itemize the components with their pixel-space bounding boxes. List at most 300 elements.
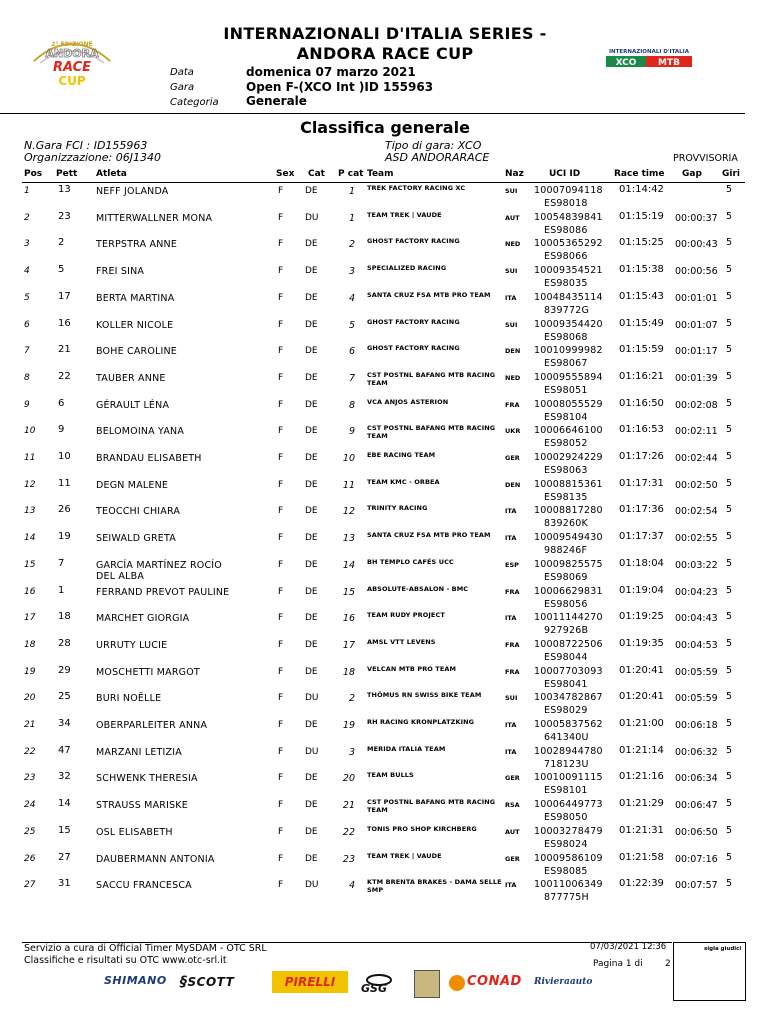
- row-athlete: TEOCCHI CHIARA: [96, 506, 181, 518]
- row-giri: 5: [726, 637, 733, 649]
- row-team: TREK FACTORY RACING XC: [367, 184, 466, 192]
- row-uci-code: ES98018: [544, 198, 588, 209]
- row-athlete: GARCÍA MARTÍNEZ ROCÍO: [96, 559, 222, 571]
- row-gap: 00:01:01: [675, 292, 718, 304]
- row-pcat: 5: [348, 319, 355, 331]
- row-giri: 5: [726, 237, 733, 249]
- row-team: VELCAN MTB PRO TEAM: [367, 664, 457, 673]
- row-cat: DE: [305, 266, 318, 277]
- row-team: AMSL VTT LEVENS: [367, 637, 436, 646]
- row-gap: 00:05:59: [675, 693, 718, 705]
- row-uci-code: ES98068: [544, 331, 588, 343]
- row-uci-id: 10007094118: [534, 185, 603, 196]
- row-pcat: 19: [342, 720, 355, 731]
- row-race-time: 01:15:43: [619, 290, 664, 302]
- row-pett: 19: [58, 531, 71, 543]
- sponsor-shimano: SHIMANO: [104, 974, 167, 987]
- row-pcat: 2: [348, 239, 355, 251]
- row-team: MERIDA ITALIA TEAM: [367, 744, 446, 753]
- event-title-line1: INTERNAZIONALI D'ITALIA SERIES -: [223, 24, 547, 43]
- row-cat: DE: [305, 533, 318, 544]
- row-cat: DU: [305, 746, 319, 757]
- row-giri: 5: [726, 424, 733, 436]
- row-sex: F: [278, 773, 284, 784]
- row-athlete: BRANDAU ELISABETH: [96, 453, 202, 464]
- row-uci-code: ES98067: [544, 358, 588, 370]
- row-pett: 21: [58, 344, 71, 356]
- row-cat: DE: [305, 773, 318, 784]
- meta-label-gara: Gara: [170, 82, 195, 93]
- row-pcat: 12: [342, 506, 355, 518]
- row-naz: SUI: [505, 694, 518, 703]
- table-row: [0, 770, 768, 797]
- row-naz: GER: [505, 854, 520, 863]
- row-giri: 5: [726, 664, 733, 676]
- header-divider: [0, 113, 745, 114]
- row-pos: 9: [24, 399, 30, 410]
- table-row: [0, 423, 768, 450]
- row-pett: 10: [58, 451, 71, 462]
- row-race-time: 01:17:31: [619, 477, 664, 489]
- row-uci-id: 10010091115: [534, 772, 603, 784]
- row-uci-code: ES98066: [544, 251, 588, 263]
- row-race-time: 01:21:00: [619, 718, 664, 729]
- row-uci-id: 10009354521: [534, 265, 603, 277]
- row-sex: F: [278, 666, 284, 677]
- row-uci-code: ES98041: [544, 678, 588, 690]
- row-race-time: 01:17:37: [619, 531, 664, 543]
- row-pett: 9: [58, 424, 65, 436]
- row-race-time: 01:15:25: [619, 237, 664, 249]
- table-row: [0, 717, 768, 744]
- meta-label-categoria: Categoria: [170, 97, 219, 108]
- row-team: VCA ANJOS ASTERION: [367, 397, 449, 406]
- row-pcat: 14: [342, 559, 355, 571]
- row-uci-id: 10006449773: [534, 799, 603, 811]
- row-pett: 32: [58, 771, 71, 783]
- row-athlete: TAUBER ANNE: [96, 372, 166, 384]
- row-gap: 00:03:22: [675, 559, 718, 571]
- table-row: [0, 477, 768, 504]
- row-cat: DE: [305, 239, 318, 250]
- row-sex: F: [278, 426, 284, 437]
- row-cat: DE: [305, 666, 318, 677]
- row-pett: 29: [58, 664, 71, 676]
- row-giri: 5: [726, 744, 733, 756]
- row-race-time: 01:15:59: [619, 344, 664, 356]
- row-team: BH TEMPLO CAFÉS UCC: [367, 557, 454, 566]
- row-race-time: 01:20:41: [619, 691, 664, 703]
- svg-text:2° EDIZIONE: 2° EDIZIONE: [51, 41, 93, 48]
- row-sex: F: [278, 720, 284, 730]
- row-naz: FRA: [505, 400, 520, 409]
- row-team: RH RACING KRONPLATZKING: [367, 718, 475, 726]
- status-label: PROVVISORIA: [673, 153, 738, 164]
- row-uci-id: 10008815361: [534, 478, 603, 490]
- row-pcat: 6: [348, 346, 355, 358]
- row-team: CST POSTNL BAFANG MTB RACING TEAM: [367, 424, 496, 441]
- row-uci-id: 10009354420: [534, 318, 603, 330]
- row-uci-code: ES98056: [544, 598, 588, 610]
- row-pcat: 4: [348, 292, 355, 304]
- row-cat: DE: [305, 559, 318, 570]
- row-pcat: 15: [342, 586, 355, 598]
- row-naz: ITA: [505, 293, 517, 302]
- footer-service: Servizio a cura di Official Timer MySDAM - OTC SRL: [24, 943, 267, 954]
- row-naz: DEN: [505, 347, 521, 356]
- table-row: [0, 397, 768, 424]
- row-uci-id: 10008722506: [534, 638, 603, 650]
- row-athlete: DAUBERMANN ANTONIA: [96, 853, 215, 865]
- row-team: TEAM KMC - ORBEA: [367, 477, 440, 486]
- row-sex: F: [278, 639, 284, 650]
- row-giri: 5: [726, 557, 733, 569]
- row-pcat: 1: [348, 212, 355, 224]
- row-giri: 5: [726, 344, 733, 356]
- table-row: [0, 637, 768, 664]
- row-uci-code: ES98085: [544, 865, 588, 877]
- row-giri: 5: [726, 691, 733, 703]
- col-header-atleta: Atleta: [96, 169, 127, 179]
- table-row: [0, 183, 768, 210]
- footer-total-pages: 2: [665, 959, 671, 969]
- table-row: [0, 503, 768, 530]
- row-team: SANTA CRUZ FSA MTB PRO TEAM: [367, 290, 491, 299]
- sponsor-pirelli: [272, 971, 348, 993]
- col-header-pcat: P cat: [338, 169, 364, 179]
- row-pcat: 13: [342, 533, 355, 545]
- row-uci-code: ES98101: [544, 785, 588, 797]
- row-naz: SUI: [505, 320, 518, 329]
- row-race-time: 01:19:04: [619, 584, 664, 596]
- row-cat: DE: [305, 399, 318, 410]
- row-race-time: 01:21:58: [619, 851, 664, 863]
- row-athlete: FERRAND PREVOT PAULINE: [96, 586, 230, 598]
- row-pett: 5: [58, 264, 65, 276]
- svg-text:ANDORA: ANDORA: [45, 47, 99, 60]
- row-pcat: 3: [348, 746, 355, 758]
- gara-fci-id: N.Gara FCI : ID155963: [24, 139, 148, 152]
- asd-name: ASD ANDORARACE: [385, 151, 490, 164]
- row-athlete: BELOMOINA YANA: [96, 426, 185, 438]
- row-pett: 15: [58, 824, 71, 836]
- row-uci-id: 10054839841: [534, 211, 603, 223]
- row-naz: UKR: [505, 427, 521, 436]
- row-naz: NED: [505, 240, 521, 249]
- row-uci-id: 10005837562: [534, 719, 603, 730]
- organizzazione-id: Organizzazione: 06J1340: [24, 151, 161, 164]
- row-uci-code: ES98063: [544, 465, 588, 476]
- row-gap: 00:06:32: [675, 746, 718, 758]
- row-uci-id: 10009825575: [534, 558, 603, 570]
- row-athlete: MARZANI LETIZIA: [96, 746, 182, 758]
- row-gap: 00:04:43: [675, 613, 718, 625]
- row-cat: DE: [305, 800, 318, 811]
- row-naz: ITA: [505, 881, 517, 890]
- row-uci-id: 10009549430: [534, 532, 603, 544]
- row-pos: 2: [24, 212, 30, 223]
- row-pos: 18: [24, 639, 36, 650]
- row-sex: F: [278, 800, 284, 811]
- row-race-time: 01:19:25: [619, 611, 664, 623]
- row-cat: DU: [305, 880, 319, 891]
- row-race-time: 01:16:53: [619, 424, 664, 436]
- sponsor-scott: [180, 974, 234, 990]
- meta-value-gara: Open F-(XCO Int )ID 155963: [246, 80, 434, 94]
- row-giri: 5: [726, 264, 733, 276]
- row-team: GHOST FACTORY RACING: [367, 237, 460, 246]
- col-header-pos: Pos: [24, 169, 43, 179]
- row-pett: 23: [58, 210, 71, 222]
- row-athlete: MITTERWALLNER MONA: [96, 212, 213, 224]
- row-sex: F: [278, 239, 284, 250]
- row-pos: 24: [24, 800, 36, 811]
- row-pett: 26: [58, 504, 71, 516]
- row-team: GHOST FACTORY RACING: [367, 317, 460, 326]
- row-gap: 00:00:43: [675, 239, 718, 251]
- scott-s-icon: §: [180, 974, 188, 990]
- row-pcat: 21: [342, 800, 355, 812]
- tipo-gara: Tipo di gara: XCO: [385, 139, 482, 152]
- row-pcat: 23: [342, 853, 355, 865]
- table-row: [0, 263, 768, 290]
- row-pett: 47: [58, 744, 71, 756]
- svg-text:MTB: MTB: [658, 58, 680, 68]
- row-cat: DE: [305, 479, 318, 490]
- row-race-time: 01:16:21: [619, 370, 664, 382]
- row-pett: 6: [58, 397, 65, 409]
- row-cat: DE: [305, 292, 318, 303]
- table-row: [0, 610, 768, 637]
- col-header-sex: Sex: [276, 169, 295, 179]
- row-naz: GER: [505, 454, 520, 462]
- row-uci-code: ES98069: [544, 571, 588, 583]
- table-row: [0, 744, 768, 771]
- row-pos: 12: [24, 479, 36, 490]
- row-pcat: 7: [348, 372, 355, 384]
- row-naz: ITA: [505, 747, 517, 756]
- row-sex: F: [278, 319, 284, 330]
- row-naz: ESP: [505, 560, 519, 569]
- row-pos: 1: [24, 186, 30, 196]
- row-gap: 00:02:11: [675, 426, 718, 438]
- row-race-time: 01:14:42: [619, 184, 664, 195]
- table-row: [0, 877, 768, 904]
- col-header-cat: Cat: [308, 169, 325, 179]
- row-pos: 26: [24, 853, 36, 864]
- row-uci-code: 641340U: [544, 732, 589, 743]
- row-gap: 00:06:18: [675, 720, 718, 731]
- row-uci-id: 10034782867: [534, 692, 603, 704]
- table-row: [0, 664, 768, 691]
- row-gap: 00:06:50: [675, 826, 718, 838]
- row-sex: F: [278, 292, 284, 303]
- row-cat: DE: [305, 426, 318, 437]
- sponsor-scott-label: SCOTT: [187, 975, 235, 989]
- row-pett: 7: [58, 557, 65, 569]
- row-race-time: 01:15:19: [619, 210, 664, 222]
- row-team: TEAM RUDY PROJECT: [367, 611, 445, 620]
- row-naz: AUT: [505, 213, 520, 222]
- row-pett: 17: [58, 290, 71, 302]
- row-team: TEAM TREK | VAUDE: [367, 210, 442, 219]
- row-gap: 00:06:47: [675, 800, 718, 812]
- row-uci-id: 10005365292: [534, 238, 603, 250]
- row-cat: DE: [305, 506, 318, 517]
- row-pos: 23: [24, 773, 36, 784]
- row-pos: 11: [24, 453, 36, 463]
- row-pcat: 11: [342, 479, 355, 491]
- row-uci-id: 10009555894: [534, 371, 603, 383]
- table-row: [0, 236, 768, 263]
- svg-text:CUP: CUP: [58, 74, 86, 88]
- row-uci-code: ES98086: [544, 224, 588, 236]
- svg-text:INTERNAZIONALI D'ITALIA: INTERNAZIONALI D'ITALIA: [609, 49, 689, 55]
- row-sex: F: [278, 853, 284, 864]
- row-uci-id: 10028944780: [534, 745, 603, 757]
- row-pett: 11: [58, 477, 71, 489]
- row-uci-id: 10006629831: [534, 585, 603, 597]
- row-uci-code: ES98052: [544, 438, 588, 450]
- row-uci-code: ES98135: [544, 491, 588, 503]
- row-sex: F: [278, 479, 284, 490]
- row-sex: F: [278, 559, 284, 570]
- row-gap: 00:02:44: [675, 453, 718, 464]
- row-cat: DE: [305, 346, 318, 357]
- signature-label: sigla giudici: [704, 946, 742, 952]
- row-pcat: 1: [348, 186, 355, 197]
- row-uci-code: ES98035: [544, 278, 588, 290]
- row-pos: 25: [24, 826, 36, 837]
- row-uci-code: ES98050: [544, 812, 588, 824]
- sponsor-pirelli-label: PIRELLI: [284, 975, 336, 989]
- row-uci-id: 10048435114: [534, 291, 603, 303]
- row-naz: AUT: [505, 827, 520, 836]
- row-giri: 5: [726, 824, 733, 836]
- row-race-time: 01:20:41: [619, 664, 664, 676]
- row-athlete: BOHE CAROLINE: [96, 346, 178, 358]
- row-pett: 27: [58, 851, 71, 863]
- sponsor-rivieraauto: Rivieraauto: [534, 977, 593, 987]
- footer-datetime: 07/03/2021 12:36: [590, 942, 667, 952]
- row-gap: 00:07:57: [675, 880, 718, 892]
- row-race-time: 01:18:04: [619, 557, 664, 569]
- row-pett: 28: [58, 637, 71, 649]
- row-team: EBE RACING TEAM: [367, 451, 436, 459]
- row-race-time: 01:15:49: [619, 317, 664, 329]
- row-race-time: 01:21:16: [619, 771, 664, 783]
- row-uci-id: 10007703093: [534, 665, 603, 677]
- row-team: KTM BRENTA BRAKES - DAMA SELLE SMP: [367, 878, 502, 895]
- row-team: TEAM TREK | VAUDE: [367, 851, 442, 860]
- table-row: [0, 557, 768, 584]
- row-cat: DE: [305, 586, 318, 597]
- row-pcat: 8: [348, 399, 355, 411]
- row-uci-id: 10006646100: [534, 425, 603, 437]
- conad-sun-icon: [449, 975, 465, 991]
- meta-value-categoria: Generale: [246, 94, 307, 108]
- row-uci-id: 10010999982: [534, 345, 603, 357]
- row-pcat: 22: [342, 826, 355, 838]
- row-pcat: 20: [342, 773, 355, 785]
- row-uci-code: 718123U: [544, 758, 589, 770]
- row-pcat: 4: [348, 880, 355, 892]
- row-pett: 2: [58, 237, 65, 249]
- sponsor-conad: CONAD: [467, 974, 522, 989]
- row-pos: 22: [24, 746, 36, 757]
- row-athlete: URRUTY LUCIE: [96, 639, 168, 651]
- row-giri: 5: [726, 798, 733, 810]
- row-team: TEAM BULLS: [367, 771, 414, 780]
- row-sex: F: [278, 346, 284, 357]
- row-athlete: BURI NOËLLE: [96, 693, 162, 705]
- row-cat: DE: [305, 453, 318, 463]
- row-sex: F: [278, 533, 284, 544]
- table-row: [0, 210, 768, 237]
- table-row: [0, 343, 768, 370]
- row-uci-id: 10002924229: [534, 452, 603, 463]
- classifica-title: Classifica generale: [300, 118, 470, 137]
- row-sex: F: [278, 586, 284, 597]
- row-pos: 8: [24, 372, 30, 383]
- row-team: GHOST FACTORY RACING: [367, 344, 460, 353]
- col-header-race-time: Race time: [614, 169, 665, 179]
- row-pett: 14: [58, 798, 71, 810]
- col-header-uci: UCI ID: [549, 169, 581, 179]
- row-cat: DE: [305, 826, 318, 837]
- row-pos: 13: [24, 506, 36, 517]
- col-header-giri: Giri: [722, 169, 740, 179]
- row-cat: DE: [305, 720, 318, 730]
- row-sex: F: [278, 266, 284, 277]
- row-pos: 6: [24, 319, 30, 330]
- row-pcat: 3: [348, 266, 355, 278]
- sponsor-gsg-label: GSG: [361, 982, 387, 995]
- row-gap: 00:02:50: [675, 479, 718, 491]
- row-pcat: 9: [348, 426, 355, 438]
- row-pcat: 17: [342, 639, 355, 651]
- row-sex: F: [278, 186, 284, 196]
- row-race-time: 01:21:14: [619, 744, 664, 756]
- table-row: [0, 690, 768, 717]
- sponsor-gsg: [360, 972, 398, 997]
- row-giri: 5: [726, 611, 733, 623]
- row-naz: SUI: [505, 267, 518, 276]
- row-race-time: 01:17:36: [619, 504, 664, 516]
- col-header-naz: Naz: [505, 169, 524, 179]
- row-pos: 3: [24, 239, 30, 250]
- row-pett: 22: [58, 370, 71, 382]
- row-gap: 00:04:23: [675, 586, 718, 598]
- row-athlete: OBERPARLEITER ANNA: [96, 720, 208, 731]
- row-uci-id: 10009586109: [534, 852, 603, 864]
- row-athlete: SCHWENK THERESIA: [96, 773, 198, 785]
- row-pett: 1: [58, 584, 65, 596]
- row-naz: FRA: [505, 667, 520, 676]
- row-sex: F: [278, 372, 284, 383]
- row-team: SPECIALIZED RACING: [367, 264, 447, 273]
- row-team: SANTA CRUZ FSA MTB PRO TEAM: [367, 531, 491, 540]
- row-athlete: MARCHET GIORGIA: [96, 613, 190, 625]
- row-pos: 5: [24, 292, 30, 303]
- row-naz: ITA: [505, 507, 517, 516]
- col-header-team: Team: [367, 169, 394, 179]
- row-uci-code: ES98051: [544, 384, 588, 396]
- row-giri: 5: [726, 531, 733, 543]
- row-uci-id: 10011006349: [534, 879, 603, 891]
- sponsor-heraldic-icon: [414, 970, 440, 998]
- row-pcat: 18: [342, 666, 355, 678]
